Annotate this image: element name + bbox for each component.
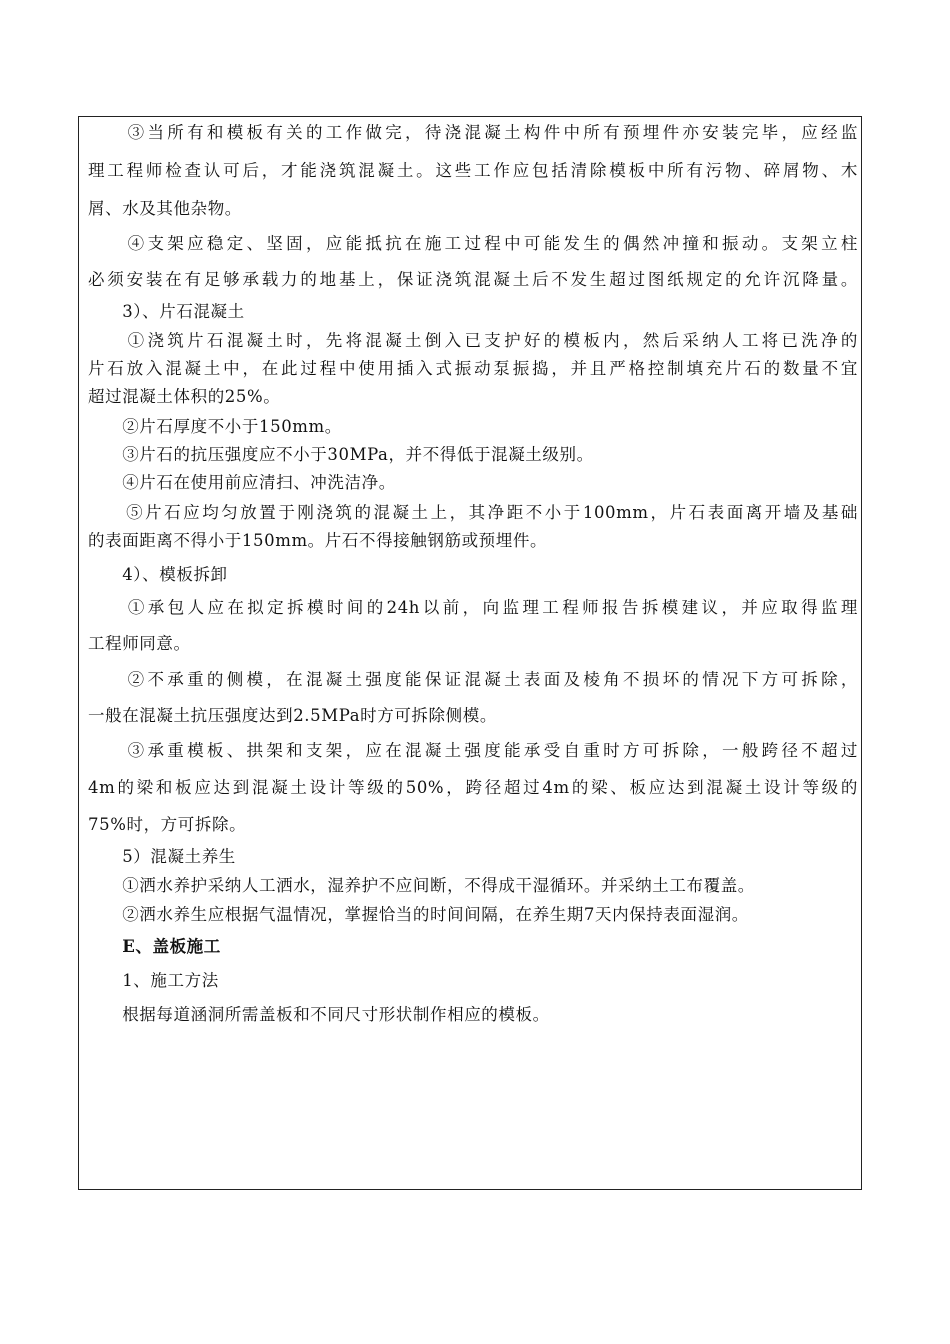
text-line: ③当所有和模板有关的工作做完，待浇混凝土构件中所有预埋件亦安装完毕，应经监 xyxy=(88,123,858,142)
text-line: 超过混凝土体积的25%。 xyxy=(88,387,281,406)
text-line: 屑、水及其他杂物。 xyxy=(88,199,242,218)
text-line: ③承重模板、拱架和支架，应在混凝土强度能承受自重时方可拆除，一般跨径不超过 xyxy=(88,741,858,760)
text-line: 理工程师检查认可后，才能浇筑混凝土。这些工作应包括清除模板中所有污物、碎屑物、木 xyxy=(88,161,858,180)
text-line: ②洒水养生应根据气温情况，掌握恰当的时间间隔，在养生期7天内保持表面湿润。 xyxy=(88,905,749,924)
section-heading: E、盖板施工 xyxy=(88,937,221,956)
text-line: ②不承重的侧模，在混凝土强度能保证混凝土表面及棱角不损坏的情况下方可拆除， xyxy=(88,670,858,689)
text-line: 一般在混凝土抗压强度达到2.5MPa时方可拆除侧模。 xyxy=(88,706,497,725)
text-line: ①浇筑片石混凝土时，先将混凝土倒入已支护好的模板内，然后采纳人工将已洗净的 xyxy=(88,331,858,350)
text-line: 4）、模板拆卸 xyxy=(88,565,228,584)
text-line: 75%时，方可拆除。 xyxy=(88,815,247,834)
text-line: ①承包人应在拟定拆模时间的24h以前，向监理工程师报告拆模建议，并应取得监理 xyxy=(88,598,858,617)
text-line: 片石放入混凝土中，在此过程中使用插入式振动泵振捣，并且严格控制填充片石的数量不宜 xyxy=(88,359,858,378)
text-line: ⑤片石应均匀放置于刚浇筑的混凝土上，其净距不小于100mm，片石表面离开墙及基础 xyxy=(88,503,858,522)
text-line: ④片石在使用前应清扫、冲洗洁净。 xyxy=(88,473,396,492)
text-line: 1、施工方法 xyxy=(88,971,219,990)
text-line: 4m的梁和板应达到混凝土设计等级的50%，跨径超过4m的梁、板应达到混凝土设计等级的 xyxy=(88,778,858,797)
text-line: ②片石厚度不小于150mm。 xyxy=(88,417,342,436)
text-line: ③片石的抗压强度应不小于30MPa，并不得低于混凝土级别。 xyxy=(88,445,594,464)
text-line: 必须安装在有足够承载力的地基上，保证浇筑混凝土后不发生超过图纸规定的允许沉降量。 xyxy=(88,270,858,289)
text-line: 5）混凝土养生 xyxy=(88,847,236,866)
text-line: ①洒水养护采纳人工洒水，湿养护不应间断，不得成干湿循环。并采纳土工布覆盖。 xyxy=(88,876,755,895)
text-line: 根据每道涵洞所需盖板和不同尺寸形状制作相应的模板。 xyxy=(88,1005,550,1024)
text-line: 3）、片石混凝土 xyxy=(88,302,245,321)
text-line: 的表面距离不得小于150mm。片石不得接触钢筋或预埋件。 xyxy=(88,531,548,550)
text-line: 工程师同意。 xyxy=(88,634,191,653)
text-line: ④支架应稳定、坚固，应能抵抗在施工过程中可能发生的偶然冲撞和振动。支架立柱 xyxy=(88,234,858,253)
